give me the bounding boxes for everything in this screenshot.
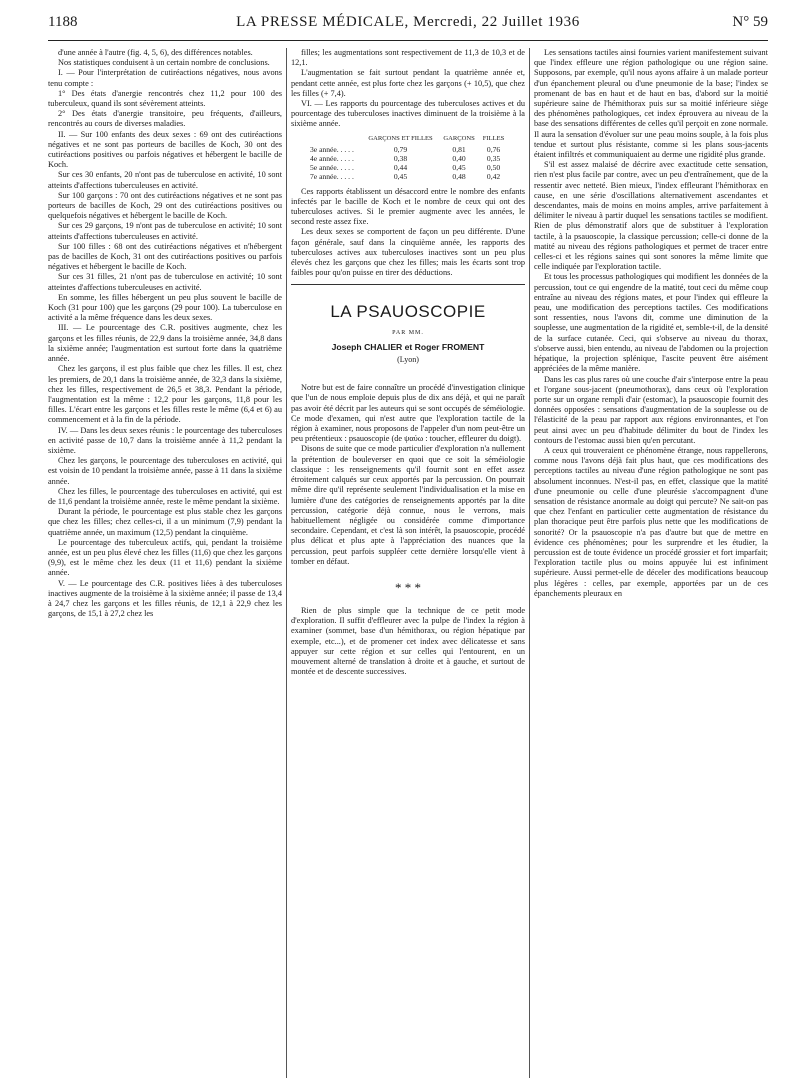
paragraph: S'il est assez malaisé de décrire avec exactitude cette sensation, rien n'est plus facile par contre, avec un peu d'entraînement, que de la ressentir avec netteté. Bien mieux, l'index effleurant l'hémithorax en cause, en une série d'oscillations alternativement ascendantes et descendantes, mais de moins en moins amples, arrive parfaitement à délimiter le niveau à partir duquel les sensations tactiles se modifient. Rien de plus démonstratif alors que de substituer à l'exploration tactile, à la psauoscopie, la classique percussion; celle-ci donne de la matité au niveau des régions pathologiques et permet de tracer entre celles-ci et les régions saines qui sont sonores la même limite que celle indiquée par l'exploration tactile.: [534, 160, 768, 272]
paragraph: 1° Des états d'anergie rencontrés chez 11,2 pour 100 des tuberculeux, quand ils sont sévèrement atteints.: [48, 88, 282, 109]
column-rule-right: [529, 48, 530, 1078]
paragraph: Sur ces 30 enfants, 20 n'ont pas de tuberculose en activité, 10 sont atteints d'affections tuberculeuses en activité.: [48, 170, 282, 190]
ratio-table: [308, 134, 508, 181]
table-header: GARÇONS: [443, 134, 475, 142]
paragraph: Ces rapports établissent un désaccord entre le nombre des enfants infectés par le bacille de Koch et le nombre de ceux qui ont des tuberculoses actives. Si le premier augmente avec les années, le second reste assez fixe.: [291, 186, 525, 227]
paragraph: Nos statistiques conduisent à un certain nombre de conclusions.: [58, 58, 270, 68]
table-cell: 0,76: [486, 144, 501, 154]
paragraph: L'augmentation se fait surtout pendant la quatrième année et, pendant cette année, est plus forte chez les garçons (+ 10,5), que chez les filles (+ 7,4).: [291, 68, 525, 98]
column-3: [534, 48, 768, 599]
paragraph: Sur ces 31 filles, 21 n'ont pas de tuberculose en activité; 10 sont atteintes d'affections tuberculeuses en activité.: [48, 272, 282, 292]
paragraph: Sur 100 garçons : 70 ont des cutiréactions négatives et ne sont pas porteurs de bacilles de Koch, 29 ont des cutiréactions positives ou quelquefois négatives et hébergent le bacille de Koch.: [48, 190, 282, 221]
table-cell: 0,38: [393, 153, 408, 163]
paragraph: VI. — Les rapports du pourcentage des tuberculoses actives et du pourcentage des tuberculoses inactives diminuent de la troisième à la sixième année.: [291, 99, 525, 129]
paragraph: Les deux sexes se comportent de façon un peu différente. D'une façon générale, sauf dans la cinquième année, les rapports des tuberculoses actives aux tuberculoses inactives sont un peu plus élevés chez les garçons que chez les filles; mais les écarts sont trop faibles pour qu'on puisse en tirer des déductions.: [291, 227, 525, 278]
table-cell: 0,79: [393, 144, 408, 154]
table-row: [308, 172, 508, 181]
table-cell: 0,35: [486, 153, 501, 163]
column-1: [48, 48, 282, 619]
article-byline-par: PAR MM.: [392, 329, 424, 336]
paragraph: 2° Des états d'anergie transitoire, peu fréquents, d'ailleurs, rencontrés au cours de diverses maladies.: [48, 109, 282, 129]
table-cell: 4e année. . . . .: [310, 153, 354, 163]
article-authors: Joseph CHALIER et Roger FROMENT: [331, 341, 485, 352]
paragraph: Le pourcentage des tuberculeux actifs, qui, pendant la troisième année, est un peu plus élevé chez les filles (11,6) que chez les garçons (9,9), est le même chez les deux (11 et 11,6) pendant la sixième année.: [48, 537, 282, 578]
table-cell: 0,45: [393, 171, 408, 181]
paragraph: III. — Le pourcentage des C.R. positives augmente, chez les garçons et les filles réunis, de 22,9 dans la troisième année, 34,8 dans la sixième année; l'augmentation est surtout forte dans la quatrième année.: [48, 323, 282, 364]
paragraph: filles; les augmentations sont respectivement de 11,3 de 10,3 et de 12,1.: [291, 48, 525, 68]
paragraph: Disons de suite que ce mode particulier d'exploration n'a nullement la prétention de bouleverser en quoi que ce soit la séméiologie classique : les renseignements qu'il fournit sont en effet assez étroitement calqués sur ceux apportés par la percussion. On pourrait même dire qu'il représente seulement l'individualisation et la mise en lumière d'une des catégories de renseignements apportés par la dite percussion, catégorie déjà connue, nous le verrons, mais habituellement négligée ou considérée comme d'importance secondaire. Cependant, et c'est là son intérêt, la psauoscopie, procédé plus délicat et plus apte à l'appréciation des nuances que la percussion, peut parfois suppléer cette dernière lorsqu'elle vient à tomber en défaut.: [291, 444, 525, 566]
table-cell: 0,40: [452, 153, 466, 163]
paragraph: I. — Pour l'interprétation de cutiréactions négatives, nous avons tenu compte :: [48, 68, 282, 88]
paragraph: Dans les cas plus rares où une couche d'air s'interpose entre la peau et l'organe sous-jacent (pneumothorax), dans ceux où l'exploration porte sur un organe rempli d'air (estomac), la psauoscopie fournit des données opposées : sensations d'augmentation de la souplesse ou de l'élasticité de la peau par rapport aux régions environnantes, et l'on peut ainsi avec un peu d'habitude délimiter du bout de l'index les contours de l'estomac aussi bien qu'en percutant.: [534, 374, 768, 445]
article-city: (Lyon): [397, 355, 419, 365]
table-cell: 0,44: [393, 162, 408, 172]
paragraph: II. — Sur 100 enfants des deux sexes : 69 ont des cutiréactions négatives et ne sont pas porteurs de bacilles de Koch, 30 ont des cutiréactions positives ou parfois négatives et hébergent le bacille de Koch.: [48, 129, 282, 170]
article-title: LA PSAUOSCOPIE: [330, 302, 486, 322]
table-row: [308, 145, 508, 154]
table-row: [308, 163, 508, 172]
paragraph: Sur 100 filles : 68 ont des cutiréactions négatives et n'hébergent pas de bacilles de Koch, 31 ont des cutiréactions positives ou parfois négatives et hébergent le bacille de Koch.: [48, 241, 282, 272]
paragraph: Durant la période, le pourcentage est plus stable chez les garçons que chez les filles; chez celles-ci, il a un minimum (7,9) pendant la quatrième année, un maximum (12,5) pendant la cinquième.: [48, 507, 282, 537]
paragraph: A ceux qui trouveraient ce phénomène étrange, nous rappellerons, comme nous l'avons déjà fait plus haut, que ces modifications des perceptions tactiles au niveau d'une région pathologique ne sont pas absolument inconnues. N'est-il pas, en effet, classique que la matité d'une pneumonie ou celle d'une pleurésie s'accompagnent d'une sensation de résistance anormale au doigt qui percute? Ne sait-on pas que chez l'enfant en particulier cette augmentation de résistance du plan thoracique peut être parfois plus nette que les modifications de sonorité? Or la psauoscopie n'a pas d'autre but que de mettre en évidence ces phénomènes; pour les surprendre et les étudier, la percussion est de toute évidence un procédé grossier et fort imparfait; l'exploration tactile plus ou moins appuyée lui est infiniment supérieure. Aussi permet-elle de déceler des modifications beaucoup plus légères : celles, par exemple, apportées par un de ces épanchements pleuraux en: [534, 445, 768, 598]
issue-number: N° 59: [732, 14, 768, 30]
page-header: [48, 14, 768, 41]
table-header-row: [308, 134, 508, 145]
table-row: [308, 154, 508, 163]
table-cell: 7e année. . . . .: [310, 171, 354, 181]
table-header: FILLES: [482, 134, 505, 142]
paragraph: En somme, les filles hébergent un peu plus souvent le bacille de Koch (31 pour 100) que les garçons (29 pour 100). La tuberculose en activité a la même fréquence dans les deux sexes.: [48, 292, 282, 323]
table-cell: 0,81: [452, 144, 466, 154]
section-stars: * * *: [395, 579, 421, 595]
paragraph: Les sensations tactiles ainsi fournies varient manifestement suivant que l'index effleure une région pathologique ou une région saine. Supposons, par exemple, qu'il nous ayons affaire à un malade porteur d'un épanchement pleural ou d'une pneumonie de la base; l'index se promenant de bas en haut et de haut en bas, d'abord sur la moitié supérieure saine de l'hémithorax puis sur sa moitié inférieure siège des phénomènes pathologiques, cet index éprouvera au niveau de la base des sensations différentes de celles qu'il perçoit en zone normale. Il aura la sensation d'évoluer sur une peau moins souple, à la fois plus tendue et surtout plus résistante, comme si les plans sous-jacents étaient infiltrés et communiquaient au derme une rigidité plus grande.: [534, 48, 768, 160]
article-separator: [291, 284, 525, 285]
table-cell: 0,48: [452, 171, 466, 181]
table-cell: 0,45: [452, 162, 466, 172]
table-cell: 5e année. . . . .: [310, 162, 354, 172]
table-header: GARÇONS ET FILLES: [368, 134, 433, 142]
paragraph: d'une année à l'autre (fig. 4, 5, 6), des différences notables.: [58, 48, 253, 57]
paragraph: V. — Le pourcentage des C.R. positives liées à des tuberculoses inactives augmente de la troisième à la sixième année; il passe de 13,4 à 24,7 chez les garçons et les filles réunis, de 12,1 à 22,9 chez les garçons, de 15,1 à 27,2 chez les: [48, 578, 282, 619]
table-header: [308, 134, 362, 145]
paragraph: Rien de plus simple que la technique de ce petit mode d'exploration. Il suffit d'effleurer avec la pulpe de l'index la région à examiner (sommet, base d'un hémithorax, ou région hépatique par exemple, etc...), et de promener cet index avec délicatesse et sans appuyer sur cette région et sur celles qui l'entourent, en un mouvement alterné de translation à droite et à gauche, et surtout de montée et de descente successives.: [291, 605, 525, 677]
paragraph: Notre but est de faire connaître un procédé d'investigation clinique que l'un de nous emploie depuis plus de dix ans déjà, et qui ne paraît pas avoir été décrit par les auteurs qui se sont occupés de séméiologie. Ce mode d'examen, qui n'est autre que l'exploration tactile de la région à examiner, nous proposons de l'appeler d'un nom peut-être un peu prétentieux : psauoscopie (de ψαύω : toucher, effleurer du doigt).: [291, 383, 525, 444]
table-cell: 0,50: [486, 162, 501, 172]
paragraph: Chez les garçons, le pourcentage des tuberculoses en activité, qui est voisin de 10 pendant la troisième année, passe à 11 dans la sixième année.: [48, 456, 282, 486]
table-cell: 0,42: [486, 171, 501, 181]
column-rule-left: [286, 48, 287, 1078]
column-2: [291, 48, 525, 677]
paragraph: Et tous les processus pathologiques qui modifient les données de la percussion, tout ce qui engendre de la matité, tout ceci du même coup entraîne au niveau des régions mates, et pour l'index qui effleure la peau, une modification des perceptions tactiles. Ces modifications sont ressenties, nous l'avons dit, comme une diminution de la souplesse, une augmentation de la rigidité et, semble-t-il, de la densité de la surface cutanée. Ceci, qui s'observe au niveau du thorax, s'observe aussi, bien entendu, au niveau de l'abdomen ou la projection hépatique, la projection splénique, l'ascite peuvent être aisément appréciées de la même manière.: [534, 272, 768, 374]
paragraph: Chez les garçons, il est plus faible que chez les filles. Il est, chez les premiers, de 20,1 dans la troisième année, de 32,3 dans la sixième, chez les filles, respectivement de 26,5 et 38,3. Pendant la période, l'augmentation est la même : 12,2 pour les garçons, 11,8 pour les filles. L'écart entre les garçons et les filles reste le même (6,4 et 6) au commencement et à la fin de la période.: [48, 364, 282, 425]
table-cell: 3e année. . . . .: [310, 144, 354, 154]
paragraph: Sur ces 29 garçons, 19 n'ont pas de tuberculose en activité; 10 sont atteints d'affections tuberculeuses en activité.: [48, 221, 282, 241]
paragraph: IV. — Dans les deux sexes réunis : le pourcentage des tuberculoses en activité passe de 10,7 dans la troisième année à 11,2 pendant la sixième.: [48, 425, 282, 455]
journal-title: LA PRESSE MÉDICALE, Mercredi, 22 Juillet 1936: [236, 14, 580, 30]
page-number: 1188: [48, 14, 78, 30]
paragraph: Chez les filles, le pourcentage des tuberculoses en activité, qui est de 11,6 pendant la troisième année, reste le même pendant la sixième.: [48, 486, 282, 506]
